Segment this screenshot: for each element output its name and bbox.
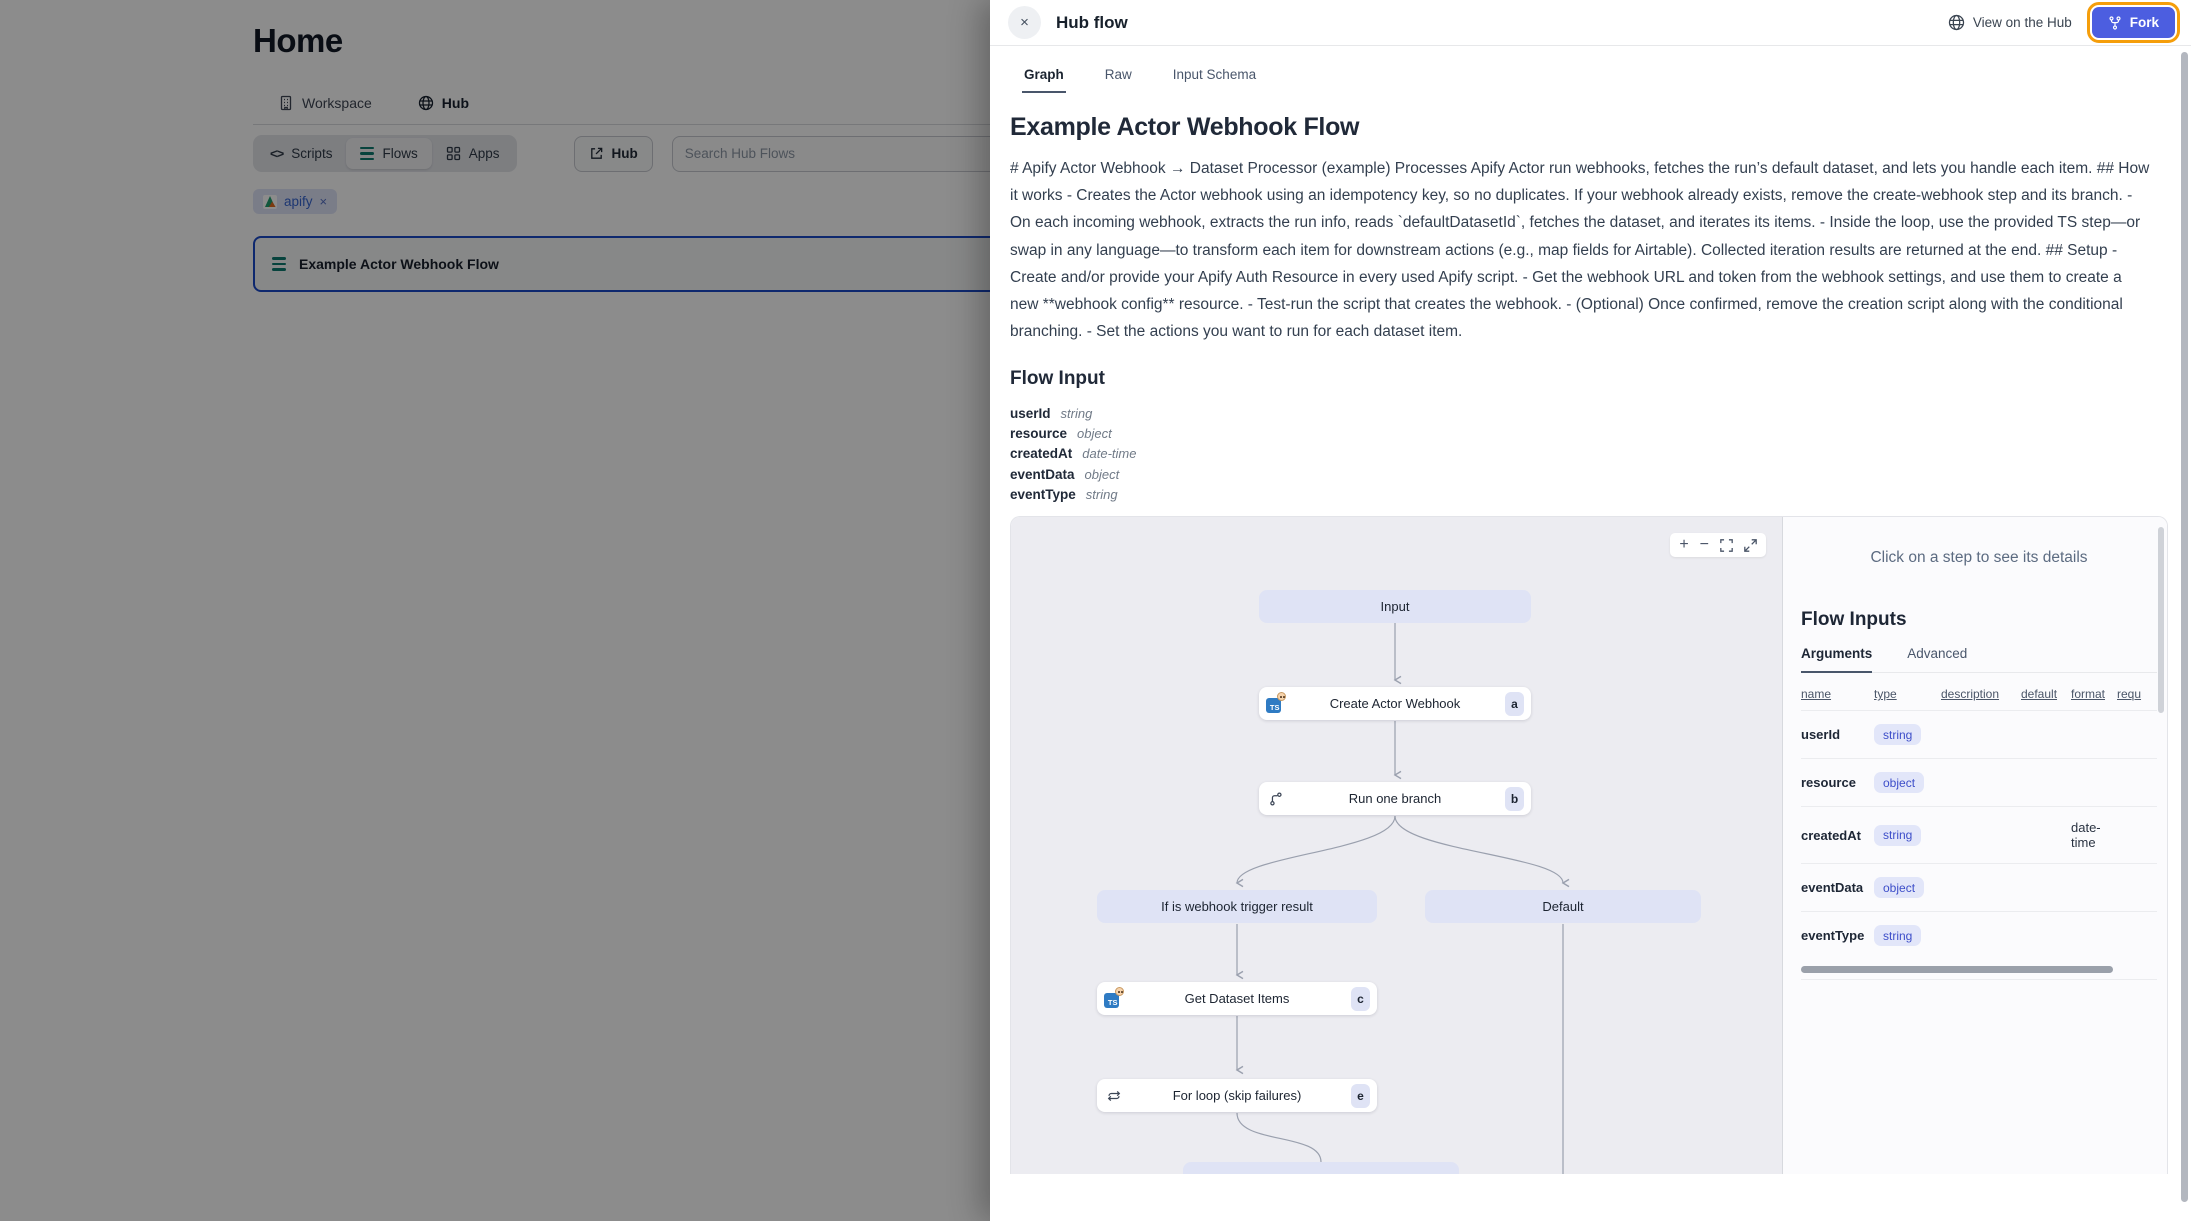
row-name: eventType bbox=[1801, 912, 1874, 960]
drawer-header bbox=[990, 0, 2191, 46]
field-name: eventType bbox=[1010, 486, 1076, 502]
open-hub-label: Hub bbox=[611, 146, 638, 161]
flow-input-field bbox=[1010, 484, 2168, 504]
graph-node-get-dataset-items[interactable] bbox=[1097, 982, 1377, 1015]
node-label: Create Actor Webhook bbox=[1329, 696, 1461, 712]
close-button[interactable]: × bbox=[1008, 6, 1041, 39]
tab-hub-label: Hub bbox=[441, 95, 469, 111]
field-name: eventData bbox=[1010, 466, 1075, 482]
drawer-scrollbar[interactable] bbox=[2181, 52, 2188, 1202]
view-on-hub-label: View on the Hub bbox=[1972, 15, 2072, 30]
zoom-in-button[interactable]: + bbox=[1679, 536, 1689, 554]
emoji-face-icon bbox=[1277, 692, 1286, 701]
field-name: resource bbox=[1010, 426, 1068, 442]
emoji-face-icon bbox=[1115, 987, 1124, 996]
col-description[interactable]: description bbox=[1941, 677, 2021, 711]
node-label: For loop (skip failures) bbox=[1172, 1088, 1302, 1104]
field-type: string bbox=[1085, 486, 1118, 502]
row-format bbox=[2071, 711, 2117, 759]
fork-label: Fork bbox=[2129, 15, 2159, 30]
node-label: Input bbox=[1380, 599, 1410, 615]
segment-scripts-label: Scripts bbox=[291, 146, 333, 161]
type-badge: string bbox=[1874, 925, 1921, 946]
branch-icon bbox=[1266, 789, 1285, 808]
fullscreen-button[interactable] bbox=[1744, 539, 1757, 552]
col-default[interactable]: default bbox=[2021, 677, 2071, 711]
node-badge: e bbox=[1351, 1084, 1370, 1108]
table-row bbox=[1801, 759, 2157, 807]
segment-apps-label: Apps bbox=[468, 146, 500, 161]
segment-flows-label: Flows bbox=[382, 146, 418, 161]
node-badge: a bbox=[1505, 692, 1524, 716]
col-type[interactable]: type bbox=[1874, 677, 1941, 711]
col-format[interactable]: format bbox=[2071, 677, 2117, 711]
node-badge: c bbox=[1351, 987, 1370, 1011]
flow-input-field bbox=[1010, 403, 2168, 423]
tab-input-schema[interactable]: Input Schema bbox=[1172, 67, 1257, 82]
field-name: createdAt bbox=[1010, 446, 1073, 462]
graph-node-default[interactable] bbox=[1425, 890, 1701, 923]
row-format bbox=[2071, 759, 2117, 807]
tab-workspace-label: Workspace bbox=[302, 95, 372, 111]
tab-arguments[interactable]: Arguments bbox=[1801, 646, 1872, 673]
typescript-icon: TS bbox=[1104, 989, 1123, 1008]
field-name: userId bbox=[1010, 406, 1051, 422]
node-label: If is webhook trigger result bbox=[1161, 899, 1313, 915]
row-format bbox=[2071, 912, 2117, 960]
sidebar-tab-bar bbox=[1801, 646, 2157, 673]
flow-description: # Apify Actor Webhook → Dataset Processor (example) Processes Apify Actor run webhooks, fetches the run’s default dataset, and lets you handle each item. ## How it works - Creates the Actor webhook using an idempotency key, so no duplicates. If your webhook already exists, remove the create-webhook step and its branch. - On each incoming webhook, extracts the run info, reads `defaultDatasetId`, fetches the dataset, and iterates its items. - Inside the loop, use the provided TS step—or swap in any language—to transform each item for downstream actions (e.g., map fields for Airtable). Collected iteration results are returned at the end. ## Setup - Create and/or provide your Apify Auth Resource in every used Apify script. - Get the webhook URL and token from the webhook settings, and use them to create a new **webhook config** resource. - Test-run the script that creates the webhook. - (Optional) Once confirmed, remove the creation script along with the conditional branching. - Set the actions you want to run for each dataset item. bbox=[1010, 160, 2150, 341]
table-header-row bbox=[1801, 677, 2157, 711]
flow-input-field bbox=[1010, 444, 2168, 464]
repeat-icon bbox=[1104, 1086, 1123, 1105]
typescript-icon: TS bbox=[1266, 694, 1285, 713]
drawer-tab-bar bbox=[990, 59, 2191, 93]
sidebar-scrollbar[interactable] bbox=[2158, 527, 2164, 713]
field-type: object bbox=[1077, 426, 1112, 442]
node-badge: b bbox=[1505, 787, 1524, 811]
type-badge: string bbox=[1874, 825, 1921, 846]
table-row bbox=[1801, 807, 2157, 864]
globe-icon bbox=[1948, 14, 1965, 31]
field-type: date-time bbox=[1082, 446, 1137, 462]
table-row bbox=[1801, 864, 2157, 912]
node-label: Get Dataset Items bbox=[1184, 991, 1290, 1007]
field-type: object bbox=[1084, 466, 1120, 482]
col-name[interactable]: name bbox=[1801, 677, 1874, 711]
table-row bbox=[1801, 912, 2157, 960]
drawer-title: Hub flow bbox=[1056, 12, 1128, 32]
tab-graph[interactable]: Graph bbox=[1022, 59, 1066, 93]
node-label: Default bbox=[1542, 899, 1584, 915]
tab-raw[interactable]: Raw bbox=[1104, 67, 1132, 82]
type-badge: string bbox=[1874, 724, 1921, 745]
divider bbox=[1801, 979, 2157, 980]
graph-node-create-actor-webhook[interactable] bbox=[1259, 687, 1531, 720]
page-title: Home bbox=[253, 22, 343, 59]
flow-input-field bbox=[1010, 424, 2168, 444]
graph-toolbar bbox=[1670, 533, 1766, 557]
fork-icon bbox=[2108, 16, 2122, 30]
row-format bbox=[2071, 864, 2117, 912]
fork-button[interactable] bbox=[2092, 7, 2175, 38]
row-name: createdAt bbox=[1801, 807, 1874, 864]
row-name: userId bbox=[1801, 711, 1874, 759]
node-label: Run one branch bbox=[1348, 791, 1442, 807]
graph-node-partial[interactable] bbox=[1183, 1162, 1459, 1174]
code-icon: <> bbox=[270, 146, 284, 161]
graph-node-if-webhook-trigger[interactable] bbox=[1097, 890, 1377, 923]
graph-node-input[interactable] bbox=[1259, 590, 1531, 623]
flow-inputs-table bbox=[1801, 677, 2157, 959]
zoom-out-button[interactable]: − bbox=[1699, 536, 1709, 554]
field-type: string bbox=[1060, 406, 1093, 422]
flow-graph-canvas[interactable] bbox=[1011, 517, 1783, 1174]
step-details-sidebar bbox=[1783, 517, 2168, 1174]
graph-node-run-one-branch[interactable] bbox=[1259, 782, 1531, 815]
table-horizontal-scrollbar[interactable] bbox=[1801, 966, 2113, 973]
flow-input-field bbox=[1010, 464, 2168, 484]
flow-item-title: Example Actor Webhook Flow bbox=[299, 256, 499, 272]
tab-advanced[interactable]: Advanced bbox=[1907, 646, 1968, 662]
flow-inputs-heading: Flow Inputs bbox=[1801, 609, 1907, 631]
row-name: eventData bbox=[1801, 864, 1874, 912]
type-badge: object bbox=[1874, 772, 1924, 793]
row-name: resource bbox=[1801, 759, 1874, 807]
table-row bbox=[1801, 711, 2157, 759]
graph-node-for-loop[interactable] bbox=[1097, 1079, 1377, 1112]
flow-heading: Example Actor Webhook Flow bbox=[1010, 113, 1360, 141]
flow-input-heading: Flow Input bbox=[1010, 368, 1105, 390]
filter-tag-label: apify bbox=[284, 194, 313, 209]
graph-section bbox=[1010, 516, 2168, 1174]
fit-view-button[interactable] bbox=[1720, 539, 1733, 552]
view-on-hub-link[interactable] bbox=[1948, 14, 2072, 31]
flow-input-list bbox=[1010, 403, 2168, 504]
type-badge: object bbox=[1874, 877, 1924, 898]
col-required[interactable]: requ bbox=[2117, 677, 2157, 711]
row-format: date-time bbox=[2071, 807, 2117, 864]
hub-flow-drawer bbox=[990, 0, 2191, 1221]
step-hint: Click on a step to see its details bbox=[1870, 549, 2088, 567]
remove-tag-icon[interactable]: × bbox=[319, 194, 328, 209]
